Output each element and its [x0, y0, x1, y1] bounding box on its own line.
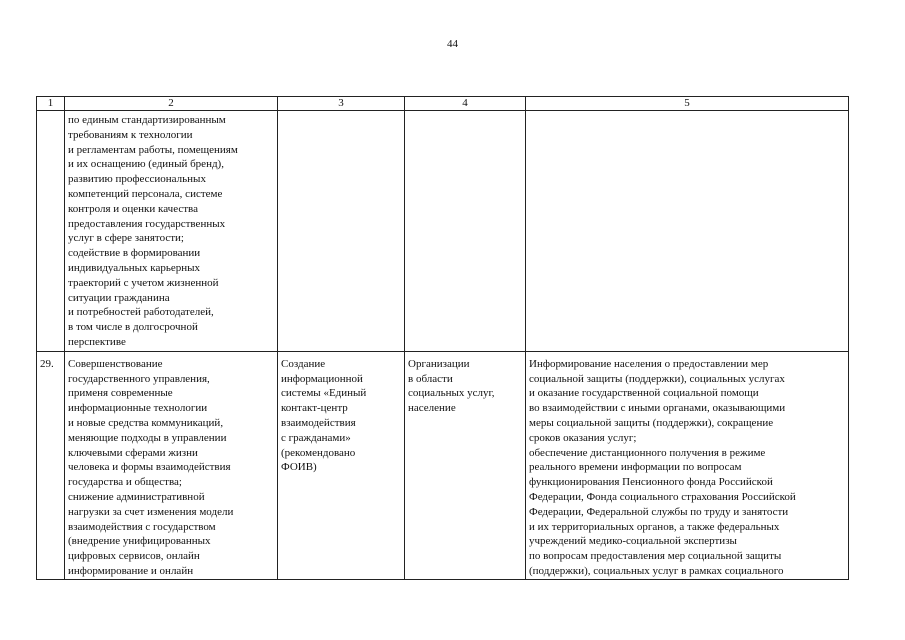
text-line: цифровых сервисов, онлайн	[68, 550, 200, 563]
text-line: функционирования Пенсионного фонда Российской	[529, 476, 773, 489]
text-line: индивидуальных карьерных	[68, 261, 201, 274]
text-line: контакт-центр	[281, 402, 348, 415]
text-line: взаимодействия	[281, 416, 356, 429]
text-line: сроков оказания услуг;	[529, 431, 637, 444]
continued-row-col3	[278, 111, 405, 352]
text-line: социальных услуг,	[408, 387, 495, 400]
column-header-1: 1	[37, 97, 65, 111]
text-line: ключевыми сферами жизни	[68, 446, 198, 459]
row-29-col3	[278, 351, 405, 579]
text-line: взаимодействия с государством	[68, 520, 216, 533]
text-line: требованиям к технологии	[68, 128, 193, 141]
text-line: учреждений медико-социальной экспертизы	[529, 535, 737, 548]
text-line: компетенций персонала, системе	[68, 187, 223, 200]
text-line: содействие в формировании	[68, 247, 201, 260]
text-line: информационной	[281, 372, 363, 385]
text-line: и новые средства коммуникаций,	[68, 416, 224, 429]
text-line: траекторий с учетом жизненной	[68, 276, 219, 289]
table-header-row	[37, 97, 849, 111]
text-line: Федерации, Федеральной службы по труду и занятости	[529, 505, 789, 518]
text-line: человека и формы взаимодействия	[68, 461, 231, 474]
continued-row-col5	[526, 111, 849, 352]
text-line: услуг в сфере занятости;	[68, 232, 184, 245]
text-line: в области	[408, 372, 453, 385]
table-row-continued	[37, 111, 849, 352]
text-line: нагрузки за счет изменения модели	[68, 505, 234, 518]
text-line: ситуации гражданина	[68, 291, 170, 304]
row-29-col4	[405, 351, 526, 579]
text-line: Организации	[408, 357, 470, 370]
continued-row-col2	[65, 111, 278, 352]
text-line: (поддержки), социальных услуг в рамках социального	[529, 564, 784, 577]
text-line: социальной защиты (поддержки), социальных услугах	[529, 372, 785, 385]
text-line: Совершенствование	[68, 357, 163, 370]
document-table	[36, 96, 849, 580]
row-29-col2	[65, 351, 278, 579]
column-header-4: 4	[405, 97, 526, 111]
text-line: обеспечение дистанционного получения в режиме	[529, 446, 766, 459]
text-line: контроля и оценки качества	[68, 202, 198, 215]
text-line: и регламентам работы, помещениям	[68, 143, 238, 156]
text-line: меняющие подходы в управлении	[68, 431, 227, 444]
column-header-3: 3	[278, 97, 405, 111]
text-line: и их оснащению (единый бренд),	[68, 158, 224, 171]
column-header-2: 2	[65, 97, 278, 111]
text-line: развитию профессиональных	[68, 173, 206, 186]
text-line: информационные технологии	[68, 402, 208, 415]
text-line: (внедрение унифицированных	[68, 535, 211, 548]
text-line: применя современные	[68, 387, 173, 400]
text-line: население	[408, 402, 456, 415]
column-header-5: 5	[526, 97, 849, 111]
table-row-29	[37, 351, 849, 579]
text-line: государственного управления,	[68, 372, 210, 385]
text-line: Создание	[281, 357, 326, 370]
text-line: ФОИВ)	[281, 461, 317, 474]
text-line: по единым стандартизированным	[68, 114, 226, 126]
text-line: и потребностей работодателей,	[68, 306, 214, 319]
text-line: снижение административной	[68, 490, 205, 503]
text-line: в том числе в долгосрочной	[68, 321, 198, 334]
continued-row-number-cell	[37, 111, 65, 352]
continued-row-col4	[405, 111, 526, 352]
text-line: предоставления государственных	[68, 217, 226, 230]
page-number: 44	[447, 38, 458, 50]
text-line: и их территориальных органов, а также федеральных	[529, 520, 780, 533]
text-line: системы «Единый	[281, 387, 367, 400]
text-line: меры социальной защиты (поддержки), сокращение	[529, 416, 774, 429]
text-line: Информирование населения о предоставлении мер	[529, 357, 769, 370]
text-line: и оказание государственной социальной помощи	[529, 387, 759, 400]
text-line: (рекомендовано	[281, 446, 356, 459]
text-line: государства и общества;	[68, 476, 182, 489]
row-29-col5	[526, 351, 849, 579]
text-line: перспективе	[68, 335, 126, 348]
text-line: Федерации, Фонда социального страхования Российской	[529, 490, 796, 503]
text-line: во взаимодействии с иными органами, оказывающими	[529, 402, 786, 415]
text-line: по вопросам предоставления мер социальной защиты	[529, 550, 782, 563]
row-29-number: 29.	[37, 351, 65, 579]
text-line: с гражданами»	[281, 431, 351, 444]
text-line: реального времени информации по вопросам	[529, 461, 742, 474]
text-line: информирование и онлайн	[68, 564, 194, 577]
